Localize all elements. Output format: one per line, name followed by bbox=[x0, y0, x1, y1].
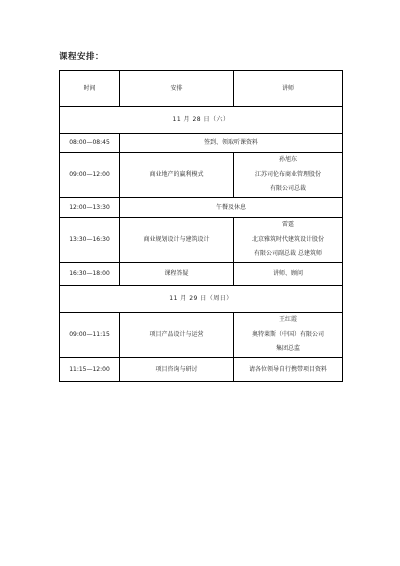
session-lecturer bbox=[234, 313, 343, 358]
table-row bbox=[60, 313, 343, 358]
lecturer-line: 孙旭东 bbox=[278, 156, 297, 164]
page-heading: 课程安排： bbox=[59, 52, 105, 62]
session-activity: 项目咨询与研讨 bbox=[120, 358, 234, 382]
lecturer-line: 王红霞 bbox=[278, 316, 297, 324]
lecturer-line: 奥特莱斯（中国）有限公司 bbox=[251, 330, 324, 338]
session-time: 08:00—08:45 bbox=[60, 134, 120, 153]
day-label: 11 月 28 日（六） bbox=[60, 107, 343, 134]
lecturer-line: 江苏司伦布商业管理股份 bbox=[254, 170, 321, 178]
table-row bbox=[60, 198, 343, 218]
lecturer-line: 北京雅筑时代建筑设计股份 bbox=[251, 235, 324, 243]
header-row bbox=[60, 71, 343, 107]
session-lecturer: 讲师、顾问 bbox=[234, 263, 343, 286]
schedule-table bbox=[59, 70, 343, 382]
lecturer-line: 有限公司副总裁 总建筑师 bbox=[254, 250, 322, 258]
session-lecturer: 请各位领导自行携带项目资料 bbox=[234, 358, 343, 382]
table-row bbox=[60, 358, 343, 382]
lecturer-line: 雷霆 bbox=[281, 221, 294, 229]
table-row bbox=[60, 153, 343, 198]
session-time: 09:00—12:00 bbox=[60, 153, 120, 198]
session-time: 09:00—11:15 bbox=[60, 313, 120, 358]
session-activity: 商业地产的赢利模式 bbox=[120, 153, 234, 198]
session-activity: 商业规划设计与建筑设计 bbox=[120, 218, 234, 263]
session-time: 13:30—16:30 bbox=[60, 218, 120, 263]
session-time: 16:30—18:00 bbox=[60, 263, 120, 286]
day-row bbox=[60, 286, 343, 313]
column-header-lecturer: 讲师 bbox=[234, 71, 343, 107]
column-header-arrangement: 安排 bbox=[120, 71, 234, 107]
session-activity: 签到、领取听课资料 bbox=[120, 134, 343, 153]
session-time: 11:15—12:00 bbox=[60, 358, 120, 382]
session-activity: 项目产品设计与运营 bbox=[120, 313, 234, 358]
column-header-time: 时间 bbox=[60, 71, 120, 107]
session-lecturer bbox=[234, 153, 343, 198]
table-row bbox=[60, 263, 343, 286]
session-lecturer bbox=[234, 218, 343, 263]
day-label: 11 月 29 日（周日） bbox=[60, 286, 343, 313]
day-row bbox=[60, 107, 343, 134]
table-row bbox=[60, 218, 343, 263]
table-row bbox=[60, 134, 343, 153]
session-time: 12:00—13:30 bbox=[60, 198, 120, 218]
lecturer-line: 集团总监 bbox=[275, 345, 300, 353]
lecturer-line: 有限公司总裁 bbox=[269, 185, 306, 193]
session-activity: 午餐及休息 bbox=[120, 198, 343, 218]
session-activity: 课程答疑 bbox=[120, 263, 234, 286]
